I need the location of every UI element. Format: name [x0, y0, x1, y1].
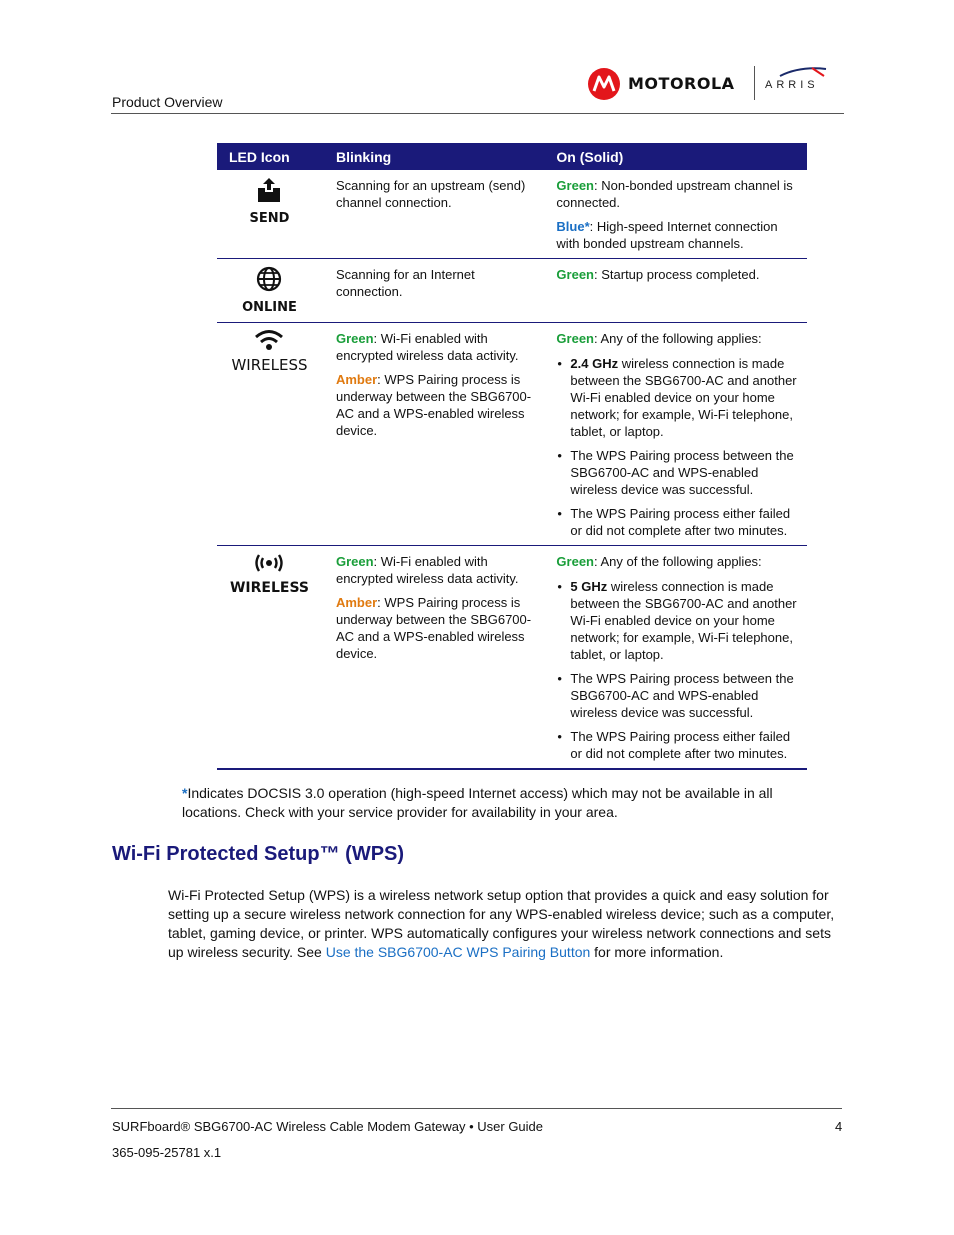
wps-description [168, 886, 836, 962]
solid-cell [542, 259, 807, 323]
header-divider [111, 113, 844, 114]
wps-pairing-link[interactable]: Use the SBG6700-AC WPS Pairing Button [325, 944, 591, 960]
column-header-on-solid: On (Solid) [542, 143, 807, 170]
blinking-cell: Scanning for an Internet connection. [322, 259, 542, 323]
blinking-text: : WPS Pairing process is underway between the SBG6700-AC and a WPS-enabled wireless device. [335, 372, 532, 438]
arris-wordmark: ARRIS [765, 79, 819, 91]
led-icon-label: WIRELESS [231, 356, 308, 374]
blinking-cell: Scanning for an upstream (send) channel connection. [322, 170, 542, 259]
list-item [570, 578, 799, 663]
table-row [217, 259, 807, 323]
applies-list [556, 578, 799, 762]
led-icon-label: SEND [249, 211, 290, 226]
footer-divider [111, 1108, 842, 1109]
amber-label: Amber [335, 372, 378, 387]
green-label: Green [335, 554, 374, 569]
list-item-text: wireless connection is made between the SBG6700-AC and another Wi-Fi enabled device on your home network; for example, Wi-Fi telephone, tablet, or laptop. [570, 579, 797, 662]
amber-label: Amber [335, 595, 378, 610]
wifi-icon [254, 329, 284, 351]
column-header-blinking: Blinking [322, 143, 542, 170]
paragraph-text: Wi-Fi Protected Setup (WPS) is a wireless network setup option that provides a quick and easy solution for setting up a secure wireless network connection for any WPS-enabled wireless device; such as a computer, tablet, gaming device, or printer. WPS automatically configures your wireless network connections and sets up wireless security. See [168, 887, 835, 960]
column-header-led-icon: LED Icon [217, 143, 322, 170]
globe-icon [255, 265, 283, 293]
footnote-text: Indicates DOCSIS 3.0 operation (high-speed Internet access) which may not be available in all locations. Check with your service provider for availability in your area. [182, 785, 773, 820]
table-row [217, 170, 807, 259]
blinking-cell [322, 546, 542, 770]
blinking-cell [322, 323, 542, 546]
motorola-wordmark: MOTOROLA [628, 74, 735, 93]
docsis-footnote [182, 784, 822, 822]
solid-cell [542, 170, 807, 259]
document-number: 365-095-25781 x.1 [112, 1145, 222, 1160]
list-item [570, 355, 799, 440]
table-row [217, 323, 807, 546]
solid-text: : Startup process completed. [594, 267, 760, 282]
solid-text: : Non-bonded upstream channel is connected. [556, 178, 793, 210]
applies-list [556, 355, 799, 539]
blinking-text: : Wi-Fi enabled with encrypted wireless data activity. [335, 554, 519, 586]
arris-swoosh-icon [778, 66, 828, 78]
green-label: Green [556, 331, 594, 346]
send-upload-icon [256, 176, 282, 204]
green-label: Green [335, 331, 374, 346]
solid-cell [542, 546, 807, 770]
led-status-table [217, 143, 807, 770]
led-icon-cell [217, 546, 322, 770]
list-item-text: wireless connection is made between the SBG6700-AC and another Wi-Fi enabled device on your home network; for example, Wi-Fi telephone, tablet, or laptop. [570, 356, 797, 439]
solid-text: : Any of the following applies: [594, 554, 762, 569]
page-number: 4 [835, 1119, 843, 1134]
table-header-row [217, 143, 807, 170]
band-label: 2.4 GHz [570, 356, 619, 371]
motorola-arris-logo [588, 64, 833, 104]
motorola-logo-icon [588, 68, 620, 100]
led-icon-label: WIRELESS [229, 580, 309, 596]
wireless-broadcast-icon [253, 552, 285, 574]
blinking-text: : WPS Pairing process is underway between the SBG6700-AC and a WPS-enabled wireless device. [335, 595, 532, 661]
footer-title: SURFboard® SBG6700-AC Wireless Cable Modem Gateway • User Guide [112, 1119, 544, 1134]
blinking-text: : Wi-Fi enabled with encrypted wireless data activity. [335, 331, 519, 363]
green-label: Green [556, 554, 594, 569]
led-icon-cell [217, 323, 322, 546]
solid-text: : High-speed Internet connection with bonded upstream channels. [556, 219, 778, 251]
list-item: • The WPS Pairing process between the SBG6700-AC and WPS-enabled wireless device was successful. [570, 447, 799, 498]
green-label: Green [556, 267, 594, 282]
list-item: • The WPS Pairing process either failed or did not complete after two minutes. [570, 728, 799, 762]
logo-divider [754, 66, 755, 100]
table-row [217, 546, 807, 770]
list-item: • The WPS Pairing process either failed or did not complete after two minutes. [570, 505, 799, 539]
green-label: Green [556, 178, 594, 193]
page-section-label: Product Overview [112, 94, 223, 110]
led-icon-cell [217, 170, 322, 259]
led-icon-cell [217, 259, 322, 323]
footnote-star: * [182, 785, 188, 801]
paragraph-text: for more information. [590, 944, 724, 960]
led-icon-label: ONLINE [242, 300, 297, 315]
band-label: 5 GHz [570, 579, 608, 594]
section-title: Wi-Fi Protected Setup™ (WPS) [112, 843, 405, 865]
blue-label: Blue* [556, 219, 590, 234]
solid-cell [542, 323, 807, 546]
list-item: • The WPS Pairing process between the SBG6700-AC and WPS-enabled wireless device was successful. [570, 670, 799, 721]
solid-text: : Any of the following applies: [594, 331, 762, 346]
